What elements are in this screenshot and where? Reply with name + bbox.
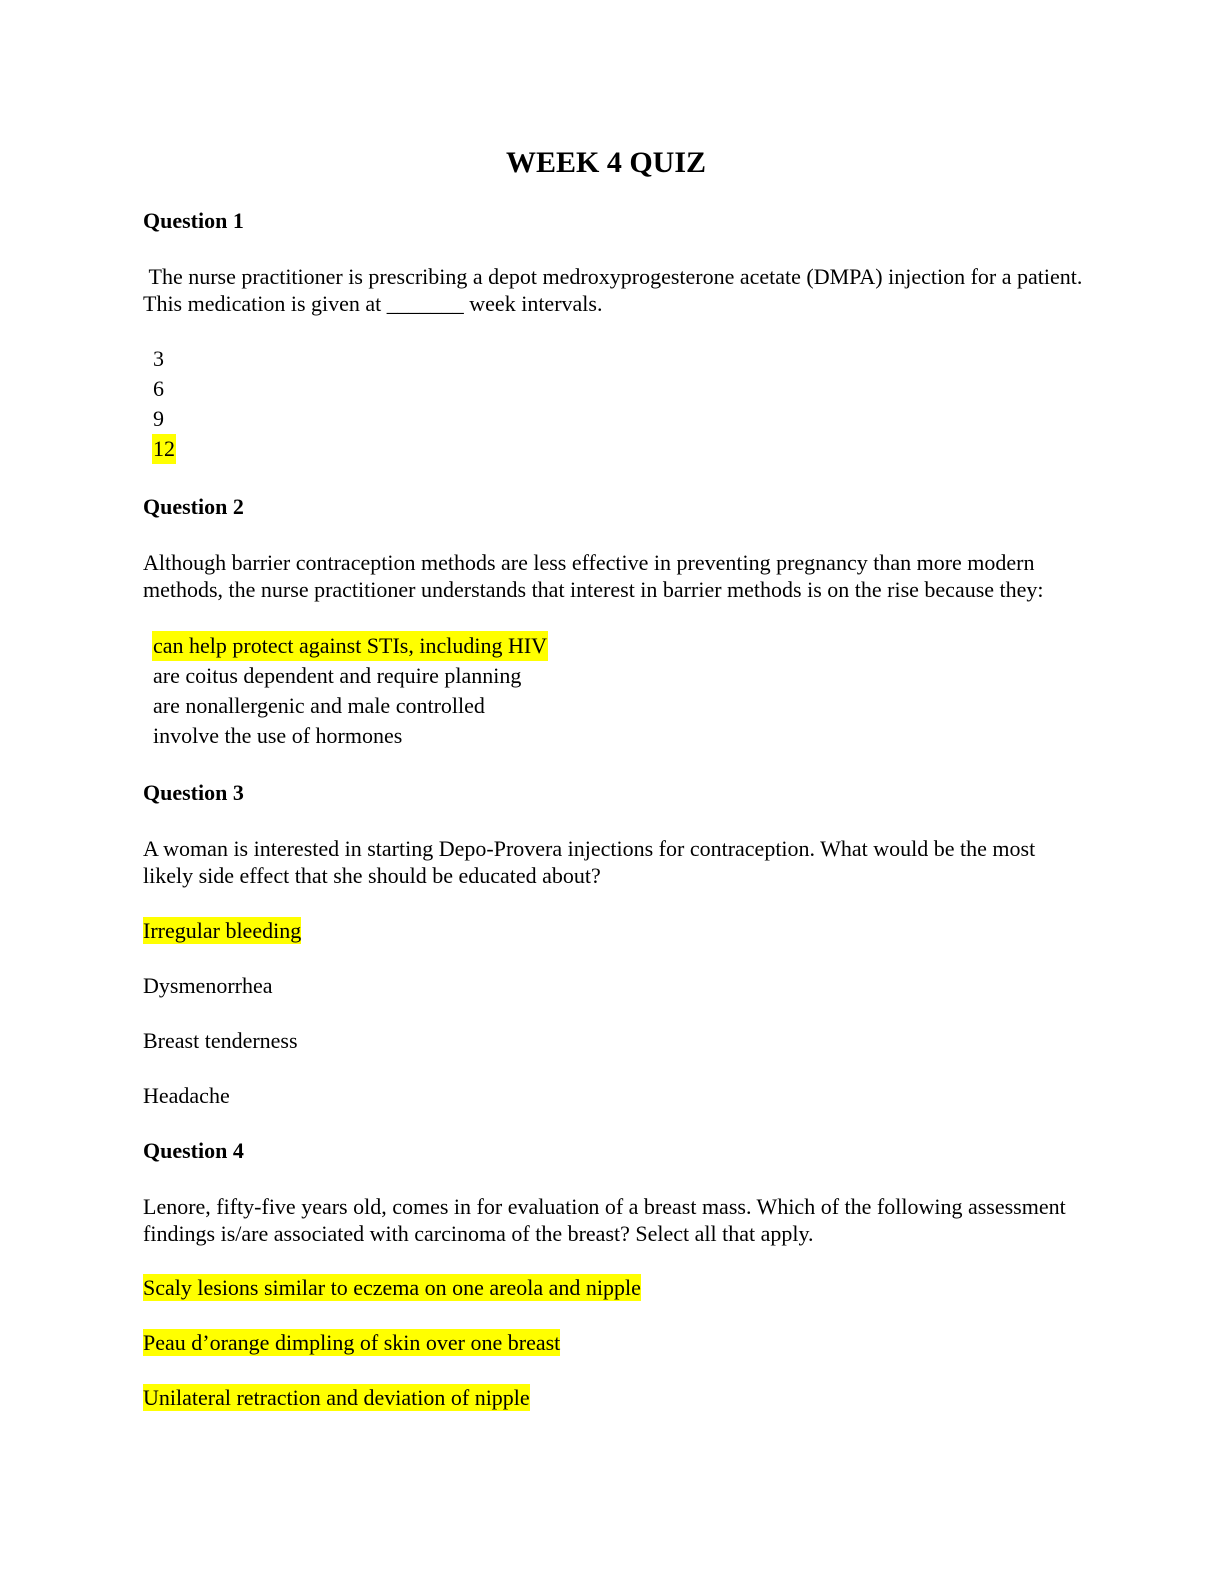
answer-option-text: Breast tenderness [143, 1028, 298, 1053]
answer-option-text: 6 [153, 376, 164, 401]
question-stem: A woman is interested in starting Depo-Provera injections for contraception. What would be the most likely side effect that she should be educated about? [143, 836, 1036, 888]
answer-option-text: can help protect against STIs, including HIV [152, 631, 548, 661]
answer-option-correct [152, 434, 176, 464]
answer-option-text: are nonallergenic and male controlled [153, 693, 485, 718]
answer-option [143, 1082, 230, 1109]
page-title: WEEK 4 QUIZ [505, 146, 707, 179]
answer-option-correct [143, 1329, 560, 1356]
answer-options [152, 631, 548, 751]
answer-option-correct [143, 1274, 641, 1301]
answer-option-text: 3 [153, 346, 164, 371]
question-heading: Question 1 [143, 208, 244, 233]
answer-option [143, 1027, 298, 1054]
answer-option [152, 404, 176, 434]
question-stem: The nurse practitioner is prescribing a depot medroxyprogesterone acetate (DMPA) injection for a patient. This medication is given at _______ week intervals. [143, 264, 1088, 316]
answer-option-text: Peau d’orange dimpling of skin over one breast [143, 1330, 561, 1355]
answer-option [152, 661, 548, 691]
answer-option-text: Scaly lesions similar to eczema on one areola and nipple [143, 1275, 641, 1300]
question-stem: Lenore, fifty-five years old, comes in for evaluation of a breast mass. Which of the following assessment findings is/are associated with carcinoma of the breast? Select all that apply. [143, 1194, 1066, 1246]
answer-option [143, 972, 273, 999]
answer-option-text: 12 [152, 434, 176, 464]
answer-option [152, 374, 176, 404]
question-stem: Although barrier contraception methods are less effective in preventing pregnancy than more modern methods, the nurse practitioner understands that interest in barrier methods is on the rise because they: [143, 550, 1044, 602]
answer-options [152, 344, 176, 464]
answer-option-correct [143, 1384, 530, 1411]
answer-option-text: Unilateral retraction and deviation of nipple [143, 1385, 530, 1410]
answer-option-text: Irregular bleeding [143, 918, 302, 943]
answer-option-text: Headache [143, 1083, 230, 1108]
answer-option-correct [152, 631, 548, 661]
answer-option [152, 721, 548, 751]
answer-option-text: involve the use of hormones [153, 723, 403, 748]
question-heading: Question 2 [143, 494, 244, 519]
answer-option-text: Dysmenorrhea [143, 973, 273, 998]
question-heading: Question 4 [143, 1138, 244, 1163]
answer-option-text: are coitus dependent and require planning [153, 663, 522, 688]
answer-option [152, 344, 176, 374]
answer-option-text: 9 [153, 406, 164, 431]
answer-option-correct [143, 917, 301, 944]
answer-option [152, 691, 548, 721]
question-heading: Question 3 [143, 780, 244, 805]
